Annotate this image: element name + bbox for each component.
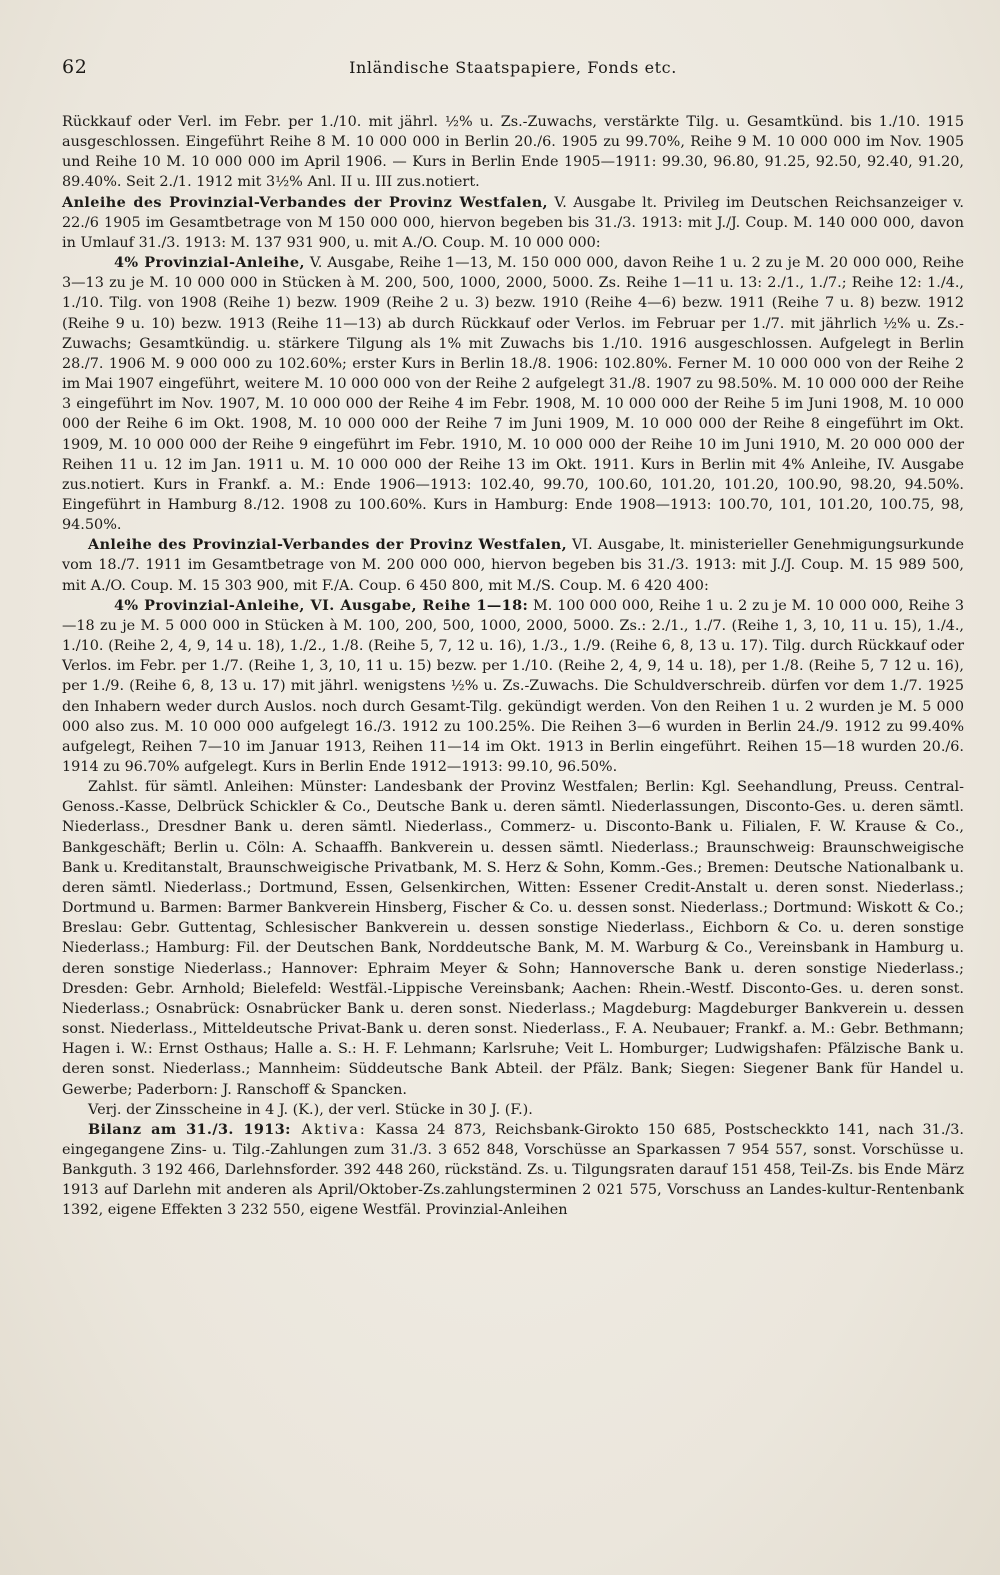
- bold-heading: Anleihe des Provinzial-Verbandes der Provinz Westfalen,: [88, 536, 568, 554]
- paragraph-text: Kassa 24 873, Reichsbank-Girokto 150 685, Postscheckkto 141, nach 31./3. eingegangene Zins- u. Tilg.-Zahlungen zum 31./3. 3 652 848, Vorschüsse an Sparkassen 7 954 557, sonst. Vorschüsse u. Bankguth. 3 192 466, Darlehnsforder. 392 448 260, rückständ. Zs. u. Tilgungsraten darauf 151 458, Teil-Zs. bis Ende März 1913 auf Darlehn mit anderen als April/Oktober-Zs.zahlungsterminen 2 021 575, Vorschuss an Landes-kultur-Rentenbank 1392, eigene Effekten 3 232 550, eigene Westfäl. Provinzial-Anleihen: [62, 1121, 964, 1219]
- page-header: [62, 56, 964, 82]
- paragraph-text: Zahlst. für sämtl. Anleihen: Münster: Landesbank der Provinz Westfalen; Berlin: Kgl. Seehandlung, Preuss. Central-Genoss.-Kasse, Delbrück Schickler & Co., Deutsche Bank u. deren sämtl. Niederlassungen, Disconto-Ges. u. deren sämtl. Niederlass., Dresdner Bank u. deren sämtl. Niederlass., Commerz- u. Disconto-Bank u. Filialen, F. W. Krause & Co., Bankgeschäft; Berlin u. Cöln: A. Schaaffh. Bankverein u. dessen sämtl. Niederlass.; Braunschweig: Braunschweigische Bank u. Kreditanstalt, Braunschweigische Privatbank, M. S. Herz & Sohn, Komm.-Ges.; Bremen: Deutsche Nationalbank u. deren sämtl. Niederlass.; Dortmund, Essen, Gelsenkirchen, Witten: Essener Credit-Anstalt u. deren sonst. Niederlass.; Dortmund u. Barmen: Barmer Bankverein Hinsberg, Fischer & Co. u. dessen sonst. Niederlass.; Dortmund: Wiskott & Co.; Breslau: Gebr. Guttentag, Schlesischer Bankverein u. dessen sonstige Niederlass., Eichborn & Co. u. deren sonstige Niederlass.; Hamburg: Fil. der Deutschen Bank, Norddeutsche Bank, M. M. Warburg & Co., Vereinsbank in Hamburg u. deren sonstige Niederlass.; Hannover: Ephraim Meyer & Sohn; Hannoversche Bank u. deren sonstige Niederlass.; Dresden: Gebr. Arnhold; Bielefeld: Westfäl.-Lippische Vereinsbank; Aachen: Rhein.-Westf. Disconto-Ges. u. deren sonst. Niederlass.; Osnabrück: Osnabrücker Bank u. deren sonst. Niederlass.; Magdeburg: Magdeburger Bankverein u. dessen sonst. Niederlass., Mitteldeutsche Privat-Bank u. deren sonst. Niederlass., F. A. Neubauer; Frankf. a. M.: Gebr. Bethmann; Hagen i. W.: Ernst Osthaus; Halle a. S.: H. F. Lehmann; Karlsruhe; Veit L. Homburger; Ludwigshafen: Pfälzische Bank u. deren sonst. Niederlass.; Mannheim: Süddeutsche Bank Abteil. der Pfälz. Bank; Siegen: Siegener Bank für Handel u. Gewerbe; Paderborn: J. Ranschoff & Spancken.: [62, 779, 964, 1098]
- bold-heading: Bilanz am 31./3. 1913:: [88, 1120, 291, 1138]
- bold-heading: Anleihe des Provinzial-Verbandes der Provinz Westfalen,: [62, 193, 548, 211]
- paragraph-p7: [62, 1100, 964, 1120]
- paragraph-text: M. 100 000 000, Reihe 1 u. 2 zu je M. 10 000 000, Reihe 3—18 zu je M. 5 000 000 in Stücken à M. 100, 200, 500, 1000, 2000, 5000. Zs.: 2./1., 1./7. (Reihe 1, 3, 10, 11 u. 15), 1./4., 1./10. (Reihe 2, 4, 9, 14 u. 18), 1./2., 1./8. (Reihe 5, 7, 12 u. 16), 1./3., 1./9. (Reihe 6, 8, 13 u. 17). Tilg. durch Rückkauf oder Verlos. im Febr. per 1./7. (Reihe 1, 3, 10, 11 u. 15) bezw. per 1./10. (Reihe 2, 4, 9, 14 u. 18), per 1./8. (Reihe 5, 7 12 u. 16), per 1./9. (Reihe 6, 8, 13 u. 17) mit jährl. wenigstens ½% u. Zs.-Zuwachs. Die Schuldverschreib. dürfen vor dem 1./7. 1925 den Inhabern weder durch Auslos. noch durch Gesamt-Tilg. gekündigt werden. Von den Reihen 1 u. 2 wurden je M. 5 000 000 also zus. M. 10 000 000 aufgelegt 16./3. 1912 zu 100.25%. Die Reihen 3—6 wurden in Berlin 24./9. 1912 zu 99.40% aufgelegt, Reihen 7—10 im Januar 1913, Reihen 11—14 im Okt. 1913 in Berlin eingeführt. Reihen 15—18 wurden 20./6. 1914 zu 96.70% aufgelegt. Kurs in Berlin Ende 1912—1913: 99.10, 96.50%.: [62, 597, 964, 775]
- bold-heading: 4% Provinzial-Anleihe,: [114, 254, 305, 272]
- paragraph-text: V. Ausgabe lt. Privileg im Deutschen Reichsanzeiger v. 22./6 1905 im Gesamtbetrage von M 150 000 000, hiervon begeben bis 31./3. 1913: mit J./J. Coup. M. 140 000 000, davon in Umlauf 31./3. 1913: M. 137 931 900, u. mit A./O. Coup. M. 10 000 000:: [62, 194, 964, 251]
- spaced-label: Aktiva:: [290, 1121, 367, 1138]
- running-head: Inländische Staatspapiere, Fonds etc.: [349, 58, 677, 77]
- paragraph-p2: [62, 193, 964, 253]
- paragraph-p6: [62, 777, 964, 1100]
- paragraph-p1: [62, 112, 964, 193]
- paragraph-text: V. Ausgabe, Reihe 1—13, M. 150 000 000, davon Reihe 1 u. 2 zu je M. 20 000 000, Reihe 3—13 zu je M. 10 000 000 in Stücken à M. 200, 500, 1000, 2000, 5000. Zs. Reihe 1—11 u. 13: 2./1., 1./7.; Reihe 12: 1./4., 1./10. Tilg. von 1908 (Reihe 1) bezw. 1909 (Reihe 2 u. 3) bezw. 1910 (Reihe 4—6) bezw. 1911 (Reihe 7 u. 8) bezw. 1912 (Reihe 9 u. 10) bezw. 1913 (Reihe 11—13) ab durch Rückkauf oder Verlos. im Februar per 1./7. mit jährlich ½% u. Zs.-Zuwachs; Gesamtkündig. u. stärkere Tilgung als 1% mit Zuwachs bis 1./10. 1916 ausgeschlossen. Aufgelegt in Berlin 28./7. 1906 M. 9 000 000 zu 102.60%; erster Kurs in Berlin 18./8. 1906: 102.80%. Ferner M. 10 000 000 von der Reihe 2 im Mai 1907 eingeführt, weitere M. 10 000 000 von der Reihe 2 aufgelegt 31./8. 1907 zu 98.50%. M. 10 000 000 der Reihe 3 eingeführt im Nov. 1907, M. 10 000 000 der Reihe 4 im Febr. 1908, M. 10 000 000 der Reihe 5 im Juni 1908, M. 10 000 000 der Reihe 6 im Okt. 1908, M. 10 000 000 der Reihe 7 im Juni 1909, M. 10 000 000 der Reihe 8 eingeführt im Okt. 1909, M. 10 000 000 der Reihe 9 eingeführt im Febr. 1910, M. 10 000 000 der Reihe 10 im Juni 1910, M. 20 000 000 der Reihen 11 u. 12 im Jan. 1911 u. M. 10 000 000 der Reihe 13 im Okt. 1911. Kurs in Berlin mit 4% Anleihe, IV. Ausgabe zus.notiert. Kurs in Frankf. a. M.: Ende 1906—1913: 102.40, 99.70, 100.60, 101.20, 101.20, 100.90, 98.20, 94.50%. Eingeführt in Hamburg 8./12. 1908 zu 100.60%. Kurs in Hamburg: Ende 1908—1913: 100.70, 101, 101.20, 100.75, 98, 94.50%.: [62, 255, 964, 534]
- paragraph-p5: [62, 596, 964, 777]
- paragraph-text: Verj. der Zinsscheine in 4 J. (K.), der verl. Stücke in 30 J. (F.).: [88, 1101, 533, 1118]
- page-number: 62: [62, 56, 88, 78]
- paragraph-p3: [62, 253, 964, 535]
- paragraph-p4: [62, 535, 964, 595]
- paragraph-text: Rückkauf oder Verl. im Febr. per 1./10. mit jährl. ½% u. Zs.-Zuwachs, verstärkte Tilg. u. Gesamtkünd. bis 1./10. 1915 ausgeschlossen. Eingeführt Reihe 8 M. 10 000 000 in Berlin 20./6. 1905 zu 99.70%, Reihe 9 M. 10 000 000 im Nov. 1905 und Reihe 10 M. 10 000 000 im April 1906. — Kurs in Berlin Ende 1905—1911: 99.30, 96.80, 91.25, 92.50, 92.40, 91.20, 89.40%. Seit 2./1. 1912 mit 3½% Anl. II u. III zus.notiert.: [62, 114, 964, 191]
- bold-heading: 4% Provinzial-Anleihe, VI. Ausgabe, Reihe 1—18:: [114, 596, 529, 614]
- document-body: [62, 112, 964, 1221]
- paragraph-p8: [62, 1120, 964, 1221]
- paragraph-text: VI. Ausgabe, lt. ministerieller Genehmigungsurkunde vom 18./7. 1911 im Gesamtbetrage von M. 200 000 000, hiervon begeben bis 31./3. 1913: mit J./J. Coup. M. 15 989 500, mit A./O. Coup. M. 15 303 900, mit F./A. Coup. 6 450 800, mit M./S. Coup. M. 6 420 400:: [62, 537, 964, 594]
